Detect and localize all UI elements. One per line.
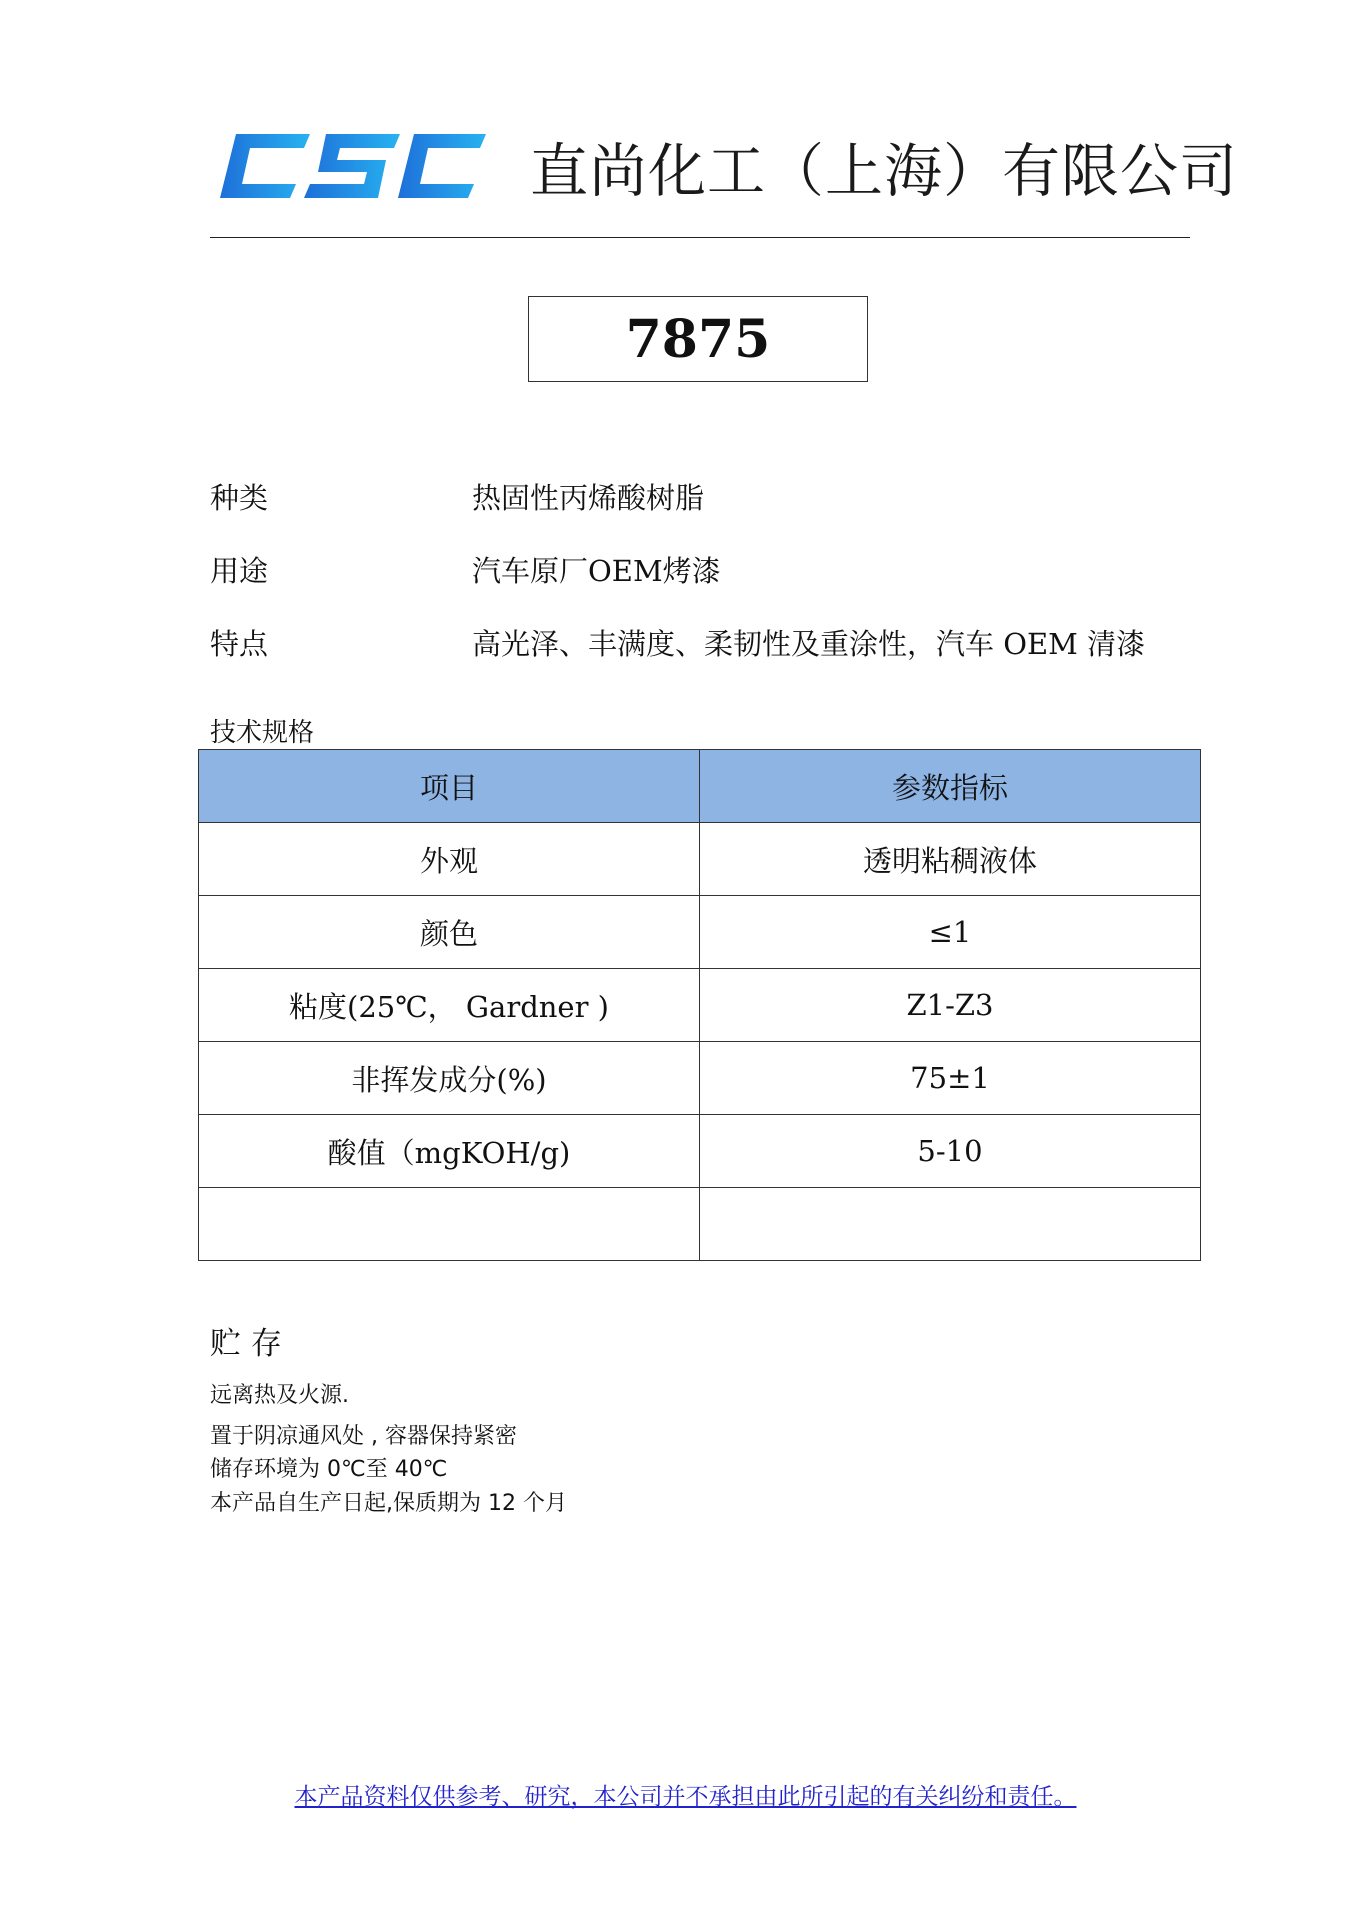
table-header: 参数指标	[700, 750, 1201, 823]
storage-line: 储存环境为 0℃至 40℃	[210, 1457, 448, 1482]
storage-title: 贮 存	[210, 1326, 282, 1362]
storage-line: 远离热及火源.	[210, 1383, 349, 1408]
product-code-box	[528, 296, 868, 382]
info-value: 汽车原厂OEM烤漆	[472, 554, 721, 588]
table-row	[199, 969, 1201, 1042]
document-header	[210, 118, 1239, 208]
table-cell: 外观	[199, 823, 700, 896]
storage-line: 置于阴凉通风处 , 容器保持紧密	[210, 1424, 517, 1449]
info-label: 种类	[210, 481, 269, 515]
info-value: 高光泽、丰满度、柔韧性及重涂性，汽车 OEM 清漆	[472, 627, 1146, 661]
spec-table	[198, 749, 1201, 1261]
table-cell: ≤1	[700, 896, 1201, 969]
table-row	[199, 823, 1201, 896]
disclaimer-link[interactable]: 本产品资料仅供参考、研究，本公司并不承担由此所引起的有关纠纷和责任。	[294, 1784, 1077, 1810]
csc-logo	[218, 130, 488, 202]
table-cell: 5-10	[700, 1115, 1201, 1188]
table-cell: 75±1	[700, 1042, 1201, 1115]
storage-line: 本产品自生产日起,保质期为 12 个月	[210, 1491, 567, 1516]
table-cell: Z1-Z3	[700, 969, 1201, 1042]
table-cell: 酸值（mgKOH/g)	[199, 1115, 700, 1188]
table-cell: 颜色	[199, 896, 700, 969]
table-row	[199, 1188, 1201, 1261]
table-cell: 非挥发成分(%)	[199, 1042, 700, 1115]
info-label: 用途	[210, 554, 269, 588]
company-name: 直尚化工（上海）有限公司	[530, 137, 1239, 205]
table-header-row	[199, 750, 1201, 823]
table-cell	[700, 1188, 1201, 1261]
info-label: 特点	[210, 627, 269, 661]
header-divider	[210, 237, 1190, 238]
table-cell: 粘度(25℃， Gardner )	[199, 969, 700, 1042]
table-row	[199, 1042, 1201, 1115]
table-header: 项目	[199, 750, 700, 823]
table-row	[199, 1115, 1201, 1188]
table-cell	[199, 1188, 700, 1261]
product-code: 7875	[625, 308, 771, 370]
table-row	[199, 896, 1201, 969]
spec-title: 技术规格	[210, 718, 315, 748]
info-value: 热固性丙烯酸树脂	[472, 481, 705, 515]
table-cell: 透明粘稠液体	[700, 823, 1201, 896]
